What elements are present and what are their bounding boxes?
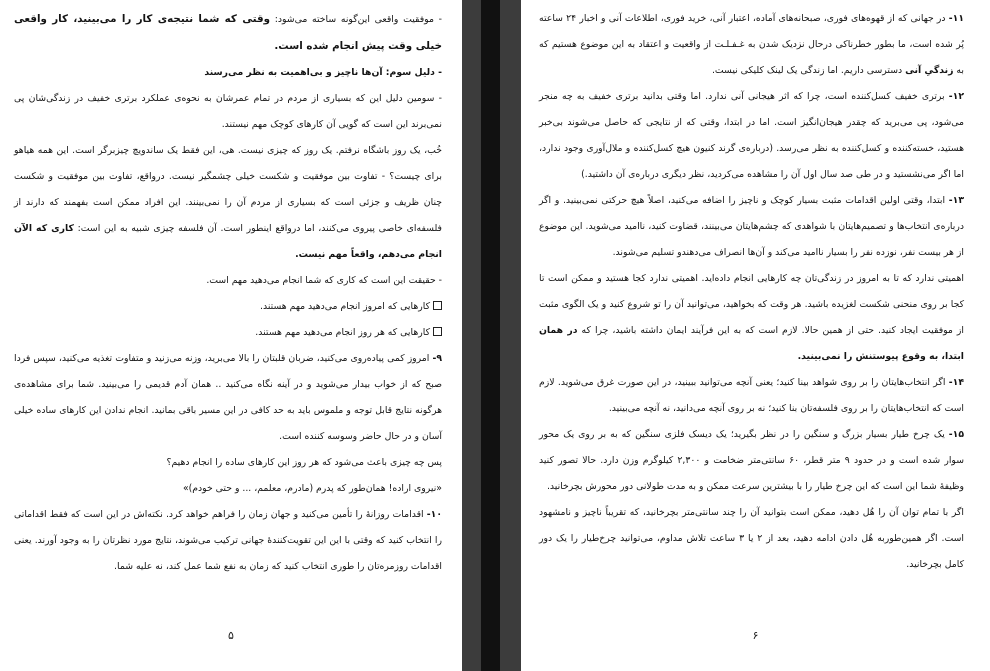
paragraph-item-15 (539, 422, 964, 500)
page-number: ۶ (752, 629, 759, 642)
checklist-text: کارهایی که امروز انجام می‌دهید مهم هستند. (260, 301, 430, 312)
paragraph-text: دسترسی داریم. اما زندگی یک لینک کلیکی نیست. (711, 65, 906, 76)
heading-reason-three: - دلیل سوم: آن‌ها ناچیز و بی‌اهمیت به نظر می‌رسند (204, 67, 442, 78)
item-number: ۹- (432, 353, 442, 364)
paragraph-text: یک چرخ طیار بسیار بزرگ و سنگین را در نظر بگیرید؛ یک دیسک فلزی سنگین که به بر روی یک محور سوار شده است و در حدود ۹ متر قطر، ۶۰ سانتی‌متر ضخامت و ۲,۳۰۰ کیلوگرم وزن دارد. حالا تصور کنید وظیفهٔ شما این است که این چرخ طیار را با بیشترین سرعت ممکن و به مدت طولانی دور محورش بچرخانید. (539, 429, 965, 492)
paragraph-text: در جهانی که از قهوه‌های فوری، صبحانه‌های آماده، اعتبار آنی، خرید فوری، اطلاعات آنی و اخبار ۲۴ ساعته پُر شده است، ما بطور خطرناکی درحال نزدیک شدن به غـفـلـت از واقعیت و اعتقاد به این موضوع هستیم که به (539, 13, 964, 76)
checklist-text: کارهایی که هر روز انجام می‌دهید مهم هستند. (255, 327, 430, 338)
page-6 (521, 0, 990, 671)
paragraph-text: اهمیتی ندارد که تا به امروز در زندگی‌تان چه کارهایی انجام داده‌اید. اهمیتی ندارد کجا هستید و ممکن است تا کجا بر روی منحنی شکست لغزیده باشید. هر وقت که بخواهید، می‌توانید آن را تو شروع کنید و یک الگوی مثبت از موفقیت ایجاد کنید. حتی از همین حالا. لازم است که به این فرآیند ایمان داشته باشید، چرا که (539, 273, 964, 336)
item-number: ۱۰- (426, 509, 442, 520)
paragraph-text: امروز کمی پیاده‌روی می‌کنید، ضربان قلبتان را بالا می‌برید، وزنه می‌زنید و متفاوت تغذیه می‌کنید، سپس فردا صبح که از خواب بیدار می‌شوید و در آینه نگاه می‌کنید .. همان آدم قدیمی را می‌بینید. شما برای مشاهده‌ی هرگونه نتایج قابل توجه و ملموس باید به حد کافی در این مسیر باقی بمانید. انجام ندادن این کارهای ساده خیلی آسان و در حال حاضر وسوسه کننده است. (14, 353, 442, 442)
right-page-edge (481, 0, 500, 671)
item-number: ۱۱- (948, 13, 964, 24)
page-5 (0, 0, 462, 671)
item-number: ۱۵- (948, 429, 964, 440)
item-number: ۱۲- (948, 91, 964, 102)
bold-statement: در همان ابتدا، به وقوع پیوستنش را نمی‌بینید. (539, 325, 964, 362)
paragraph-faith (539, 266, 964, 370)
paragraph-text: خُب، یک روز باشگاه نرفتم. یک روز که چیزی نیست. هی، این فقط یک ساندویچ چیزبرگر است. این همه هیاهو برای چیست؟ - تفاوت بین موفقیت و شکست خیلی چشمگیر نیست. درواقع، تفاوت بین موفقیت و شکست چنان ظریف و جزئی است که بسیاری از مردم آن را نمی‌بینند. این افراد ممکن است بفهمند که دارند از فلسفه‌ای خاصی پیروی می‌کنند، اما درواقع اینطور است. آن فلسفه چیزی شبیه به این است: (14, 145, 442, 234)
paragraph-reason-three: - سومین دلیل این که بسیاری از مردم در تمام عمرشان به نحوه‌ی عملکرد برتری خفیف در زندگی‌شان پی نمی‌برند این است که گویی آن کارهای کوچک مهم نیستند. (14, 93, 442, 130)
paragraph-text: اگر انتخاب‌هایتان را بر روی شواهد بینا کنید؛ یعنی آنچه می‌توانید ببینید، در این صورت غرق می‌شوید. لازم است که انتخاب‌هایتان را بر روی فلسفه‌تان بنا کنید؛ نه بر روی آنچه می‌دانید، نه آنچه می‌بینید. (539, 377, 964, 414)
paragraph-text: اقدامات روزانهٔ را تأمین می‌کنید و جهان زمان را فراهم خواهد کرد. نکته‌اش در این است که فقط اقداماتی را انتخاب کنید که وقتی با این این تقویت‌کنندهٔ جهانی ترکیب می‌شوند، نتایج مورد نظرتان را به وجود آورند. یعنی اقدامات روزمره‌تان را طوری انتخاب کنید که زمان به نفع شما عمل کند، نه علیه شما. (14, 509, 442, 572)
paragraph-text: ابتدا، وقتی اولین اقدامات مثبت بسیار کوچک و ناچیز را اضافه می‌کنید، اصلاً هیچ حرکتی نمی‌بینید. و اگر درباره‌ی انتخاب‌ها و تصمیم‌هایتان با شواهدی که چشم‌هایتان می‌بینند، قضاوت کنید، ناامید می‌شوید. این موضوع از هر بیست نفر، نوزده نفر را بسیار ناامید می‌کند و آن‌ها انصراف می‌دهندو تسلیم می‌شوند. (539, 195, 964, 258)
bold-statement: وقتی که شما نتیجه‌ی کار را می‌بینید، کار واقعی خیلی وقت پیش انجام شده است. (14, 13, 442, 52)
paragraph-text: برتری خفیف کسل‌کننده است، چرا که اثر هیجانی آنی ندارد. اما وقتی بدانید برتری خفیف به چه منجر می‌شود، پی می‌برید که چقدر هیجان‌انگیز است. اما در ابتدا، وقتی که از نتایجی که حاصل می‌شوند بی‌خبر هستید، خسته‌کننده و کسل‌کننده به نظر می‌رسد. (درباره‌ی گرند کنیون هیچ کسل‌کننده و ملال‌آوری وجود ندارد، اما اگر می‌نشستید و در طی صد سال اول آن را مشاهده می‌کردید، نظر دیگری درباره‌ی آن داشتید.) (539, 91, 964, 180)
paragraph-text: - موفقیت واقعی این‌گونه ساخته می‌شود: (270, 14, 442, 25)
paragraph-question: پس چه چیزی باعث می‌شود که هر روز این کارهای ساده را انجام دهیم؟ (166, 457, 442, 468)
paragraph-item-10 (14, 502, 442, 580)
paragraph-item-12 (539, 84, 964, 188)
paragraph-flywheel: اگر با تمام توان آن را هُل دهید، ممکن است بتوانید آن را چند سانتی‌متر بچرخانید، که تقریباً ناچیز و نامشهود است. اگر همین‌طوربه هُل دادن ادامه دهید، بعد از ۲ یا ۳ ساعت تلاش مداوم، می‌توانید چرخ‌طیار را یک دور کامل بچرخانید. (539, 507, 964, 570)
checkbox-icon (433, 327, 442, 336)
paragraph-success (14, 6, 442, 60)
paragraph-philosophy (14, 138, 442, 268)
paragraph-item-14 (539, 370, 964, 422)
bold-statement: کاری که الآن انجام می‌دهم، واقعاً مهم نیست. (14, 223, 442, 260)
paragraph-truth: - حقیقت این است که کاری که شما انجام می‌دهید مهم است. (206, 275, 442, 286)
item-number: ۱۳- (948, 195, 964, 206)
item-number: ۱۴- (948, 377, 964, 388)
page-number: ۵ (228, 629, 234, 642)
paragraph-quote: «نیروی اراده! همان‌طور که پدرم (مادرم، معلمم، ... و حتی خودم)» (182, 483, 442, 494)
checklist-item (14, 320, 442, 346)
checkbox-icon (433, 301, 442, 310)
bold-statement: زندگیِ آنی (905, 65, 954, 76)
checklist-item (14, 294, 442, 320)
paragraph-item-13 (539, 188, 964, 266)
paragraph-item-9 (14, 346, 442, 450)
paragraph-item-11 (539, 6, 964, 84)
